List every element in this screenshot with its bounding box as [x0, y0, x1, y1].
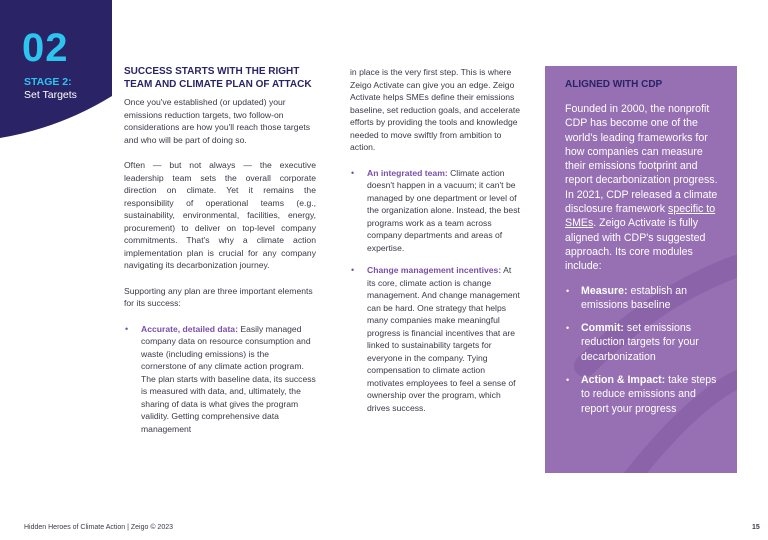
- stage-title: STAGE 2:: [24, 76, 72, 88]
- elements-paragraph: Supporting any plan are three important elements for its success:: [124, 285, 313, 308]
- bullet-text: establish an emissions baseline: [581, 284, 687, 311]
- list-item: [124, 323, 316, 436]
- bullet-icon: •: [351, 265, 355, 275]
- page-number: 15: [752, 524, 760, 531]
- elements-list-continued: [350, 167, 522, 415]
- bullet-lead: Measure:: [581, 284, 628, 297]
- sidebar-body-text-end: . Zeigo Activate is fully aligned with CDP's suggested approach. Its core modules include:: [565, 217, 706, 273]
- list-item: [350, 264, 522, 414]
- left-column: [124, 66, 316, 445]
- elements-list: [124, 323, 316, 436]
- bullet-icon: •: [351, 167, 355, 178]
- intro-paragraph: Once you've established (or updated) your emissions reduction targets, two follow-on considerations are how you'll reach those targets and who will be part of doing so.: [124, 97, 311, 145]
- sidebar-body: [565, 102, 725, 274]
- bullet-text: Easily managed company data on resource consumption and waste (including emissions) is the cornerstone of any climate action program. The plan starts with baseline data, its success is measured with data, and, ultimately, the sharing of data is what gives the program validity. Getting comprehensive data management: [141, 323, 316, 434]
- bullet-lead: Accurate, detailed data:: [141, 323, 238, 334]
- cdp-sidebar: [545, 66, 737, 473]
- list-item: [350, 167, 522, 255]
- list-item: [565, 321, 725, 364]
- stage-corner-shape: [0, 0, 112, 140]
- bullet-lead: Action & Impact:: [581, 374, 666, 387]
- bullet-lead: Commit:: [581, 322, 624, 335]
- bullet-lead: Change management incentives:: [367, 265, 502, 275]
- list-item: [565, 284, 725, 313]
- bullet-lead: An integrated team:: [367, 167, 448, 178]
- bullet-text: set emissions reduction targets for your decarbonization: [581, 322, 699, 363]
- footer-credit: Hidden Heroes of Climate Action | Zeigo © 2023: [24, 524, 173, 531]
- leadership-paragraph: Often — but not always — the executive leadership team sets the overall corporate direction on climate. Yet it remains the responsibility of operational teams (e.g., sustainability, environmental, facilities, energy, procurement) to deliver on top-level company commitments. That's why a climate action implementation plan is crucial for any company navigating its decarbonization journey.: [124, 160, 316, 270]
- bullet-text: take steps to reduce emissions and report your progress: [581, 374, 717, 415]
- continuation-paragraph: in place is the very first step. This is where Zeigo Activate can give you an edge. Zeigo Activate helps SMEs define their emissions baseline, set reduction goals, and accelerate efforts by providing the tools and knowledge needed to move swiftly from ambition to action.: [350, 67, 521, 152]
- modules-list: [565, 284, 725, 416]
- bullet-text: Climate action doesn't happen in a vacuum; it can't be managed by one department or level of the organization alone. Instead, the best programs work as a team across company departments and areas of expertise.: [367, 167, 520, 253]
- bullet-icon: •: [566, 375, 570, 386]
- middle-column: [350, 66, 522, 424]
- list-item: [565, 373, 725, 416]
- bullet-text: At its core, climate action is change management. And change management can be hard. One strategy that helps many companies make meaningful progress is financial incentives that are linked to sustainability targets for everyone in the company. Tying compensation to climate action motivates employees to feel a sense of ownership over the program, which drives success.: [367, 265, 520, 413]
- stage-label: [24, 76, 77, 102]
- stage-number: 02: [22, 26, 69, 70]
- bullet-icon: •: [125, 323, 129, 334]
- bullet-icon: •: [566, 323, 570, 334]
- sidebar-content: [565, 78, 725, 425]
- section-heading: SUCCESS STARTS WITH THE RIGHT TEAM AND CLIMATE PLAN OF ATTACK: [124, 66, 312, 90]
- stage-subtitle: Set Targets: [24, 89, 77, 101]
- bullet-icon: •: [566, 285, 570, 296]
- sidebar-body-text: Founded in 2000, the nonprofit CDP has become one of the world's leading frameworks for how companies can measure their emissions footprint and report decarbonization progress. In 2021, CDP released a climate disclosure framework: [565, 103, 718, 216]
- sme-framework-link[interactable]: specific to SMEs: [565, 203, 716, 230]
- sidebar-title: ALIGNED WITH CDP: [565, 79, 663, 90]
